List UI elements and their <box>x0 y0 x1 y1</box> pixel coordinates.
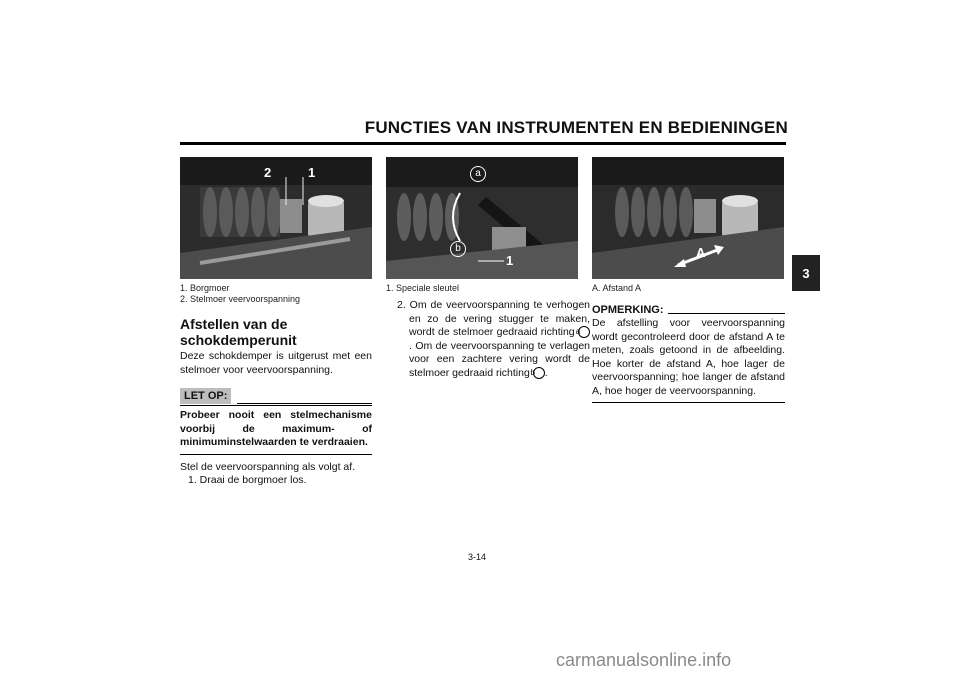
caution-header <box>180 388 372 404</box>
figure-3-photo <box>592 157 784 279</box>
caption-item: 2. Stelmoer veervoorspanning <box>180 294 301 304</box>
step-2-text-end: . <box>544 366 548 379</box>
caption-item: 1. Borgmoer <box>180 283 230 293</box>
step-2-text-a: 2. Om de veervoorspanning te verhogen en zo de vering stugger te maken, wordt de stelmoer gedraaid richting <box>397 299 590 338</box>
figure-3-caption <box>592 283 792 294</box>
caution-end-rule <box>180 454 372 455</box>
figure-2-label-a: a <box>470 166 486 182</box>
note-text: De afstelling voor veervoorspanning wordt gecontroleerd door de afstand A te meten, zoals getoond in de afbeelding. Hoe korter de afstand A, hoe lager de veervoorspanning; hoe langer de afstand A, hoe hoger de veervoorspanning. <box>592 317 785 397</box>
steps-intro: Stel de veervoorspanning als volgt af. <box>180 460 356 473</box>
figure-2-caption <box>386 283 586 294</box>
note-block <box>592 304 785 403</box>
figure-1-photo <box>180 157 372 279</box>
step-2-text-b: . Om de veervoorspanning te verlagen voor een zachtere vering wordt de stelmoer gedraaid richting <box>409 339 590 379</box>
section-heading <box>180 316 372 348</box>
section-intro: Deze schokdemper is uitgerust met een stelmoer voor veervoorspanning. <box>180 350 372 376</box>
figure-1-label-1: 1 <box>308 165 316 180</box>
page-header-title: FUNCTIES VAN INSTRUMENTEN EN BEDIENINGEN <box>364 118 788 137</box>
section-left-column <box>180 316 372 488</box>
caution-rule <box>237 403 372 404</box>
note-header <box>592 304 785 316</box>
heading-line-2: schokdemperunit <box>180 332 297 348</box>
watermark: carmanualsonline.info <box>556 650 732 670</box>
figure-1-caption <box>180 283 380 305</box>
page-number: 3-14 <box>468 552 487 562</box>
heading-line-1: Afstellen van de <box>180 316 288 332</box>
caution-text: Probeer nooit een stelmechanisme voorbij de maximum- of minimuminstelwaarden te verdraaien. <box>180 409 372 448</box>
figure-1-label-2: 2 <box>264 165 272 180</box>
caption-item: A. Afstand A <box>592 283 642 293</box>
header-rule <box>180 142 786 145</box>
caution-badge: LET OP: <box>180 388 231 404</box>
note-rule <box>668 313 786 314</box>
direction-b-icon: b <box>533 367 545 379</box>
figure-2-label-1: 1 <box>506 253 514 268</box>
note-end-rule <box>592 402 785 403</box>
step-1: 1. Draai de borgmoer los. <box>188 474 307 486</box>
figure-2-photo <box>386 157 578 279</box>
figure-2-label-b: b <box>450 241 466 257</box>
figure-3-label-A: A <box>696 245 706 260</box>
chapter-tab: 3 <box>792 255 820 291</box>
note-label: OPMERKING: <box>592 304 664 316</box>
direction-a-icon: a <box>578 326 590 338</box>
caption-item: 1. Speciale sleutel <box>386 283 460 293</box>
step-2 <box>397 299 590 380</box>
